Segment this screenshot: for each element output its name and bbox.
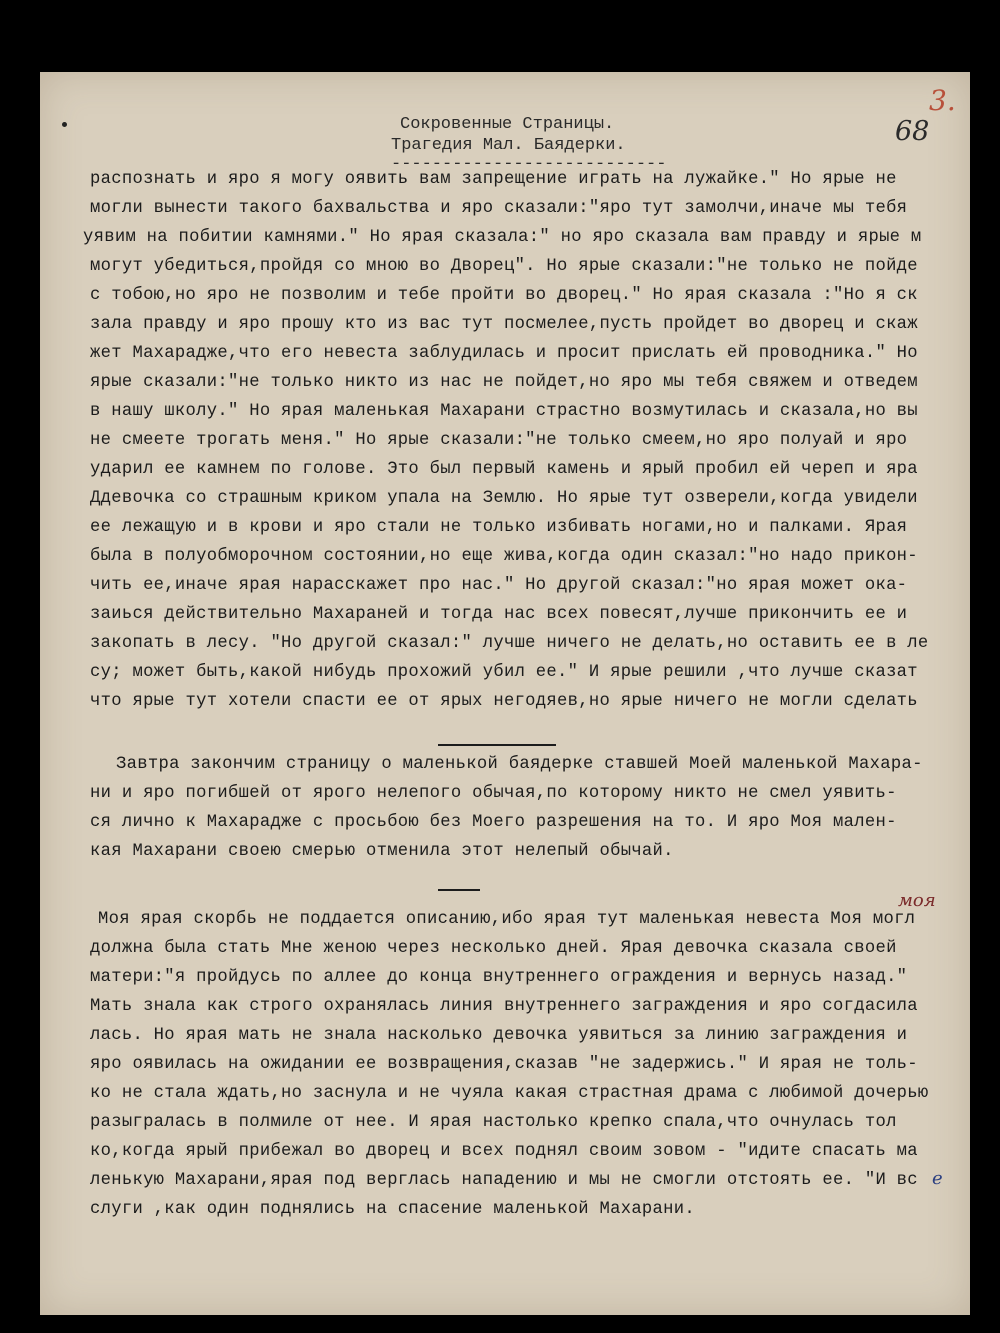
body-line: лась. Но ярая мать не знала насколько девочка уявиться за линию заграждения и [90, 1026, 908, 1045]
body-line: ни и яро погибшей от ярого нелепого обычая,по которому никто не смел уявить- [90, 784, 897, 803]
body-line: ее лежащую и в крови и яро стали не только избивать ногами,но и палками. Ярая [90, 518, 908, 537]
body-line: не смеете трогать меня." Но ярые сказали:"не только смеем,но яро полуай и яро [90, 431, 908, 450]
page-number-red: 3. [929, 84, 956, 117]
body-line: распознать и яро я могу оявить вам запрещение играть на лужайке." Но ярые не [90, 170, 897, 189]
title-line-1: Сокровенные Страницы. [400, 115, 615, 134]
document-page [40, 72, 970, 1315]
title-underline: --------------------------- [391, 155, 667, 174]
body-line: чить ее,иначе ярая нарасскажет про нас." Но другой сказал:"но ярая может ока- [90, 576, 908, 595]
body-line: в нашу школу." Но ярая маленькая Махарани страстно возмутилась и сказала,но вы [90, 402, 918, 421]
body-line: Завтра закончим страницу о маленькой баядерке ставшей Моей маленькой Махара- [116, 755, 923, 774]
body-line: су; может быть,какой нибудь прохожий убил ее." И ярые решили ,что лучше сказат [90, 663, 918, 682]
body-line: ко не стала ждать,но заснула и не чуяла какая страстная драма с любимой дочерью [90, 1084, 929, 1103]
body-line: должна была стать Мне женою через несколько дней. Ярая девочка сказала своей [90, 939, 897, 958]
body-line: уявим на побитии камнями." Но ярая сказала:" но яро сказала вам правду и ярые м [83, 228, 922, 247]
body-line: ярые сказали:"не только никто из нас не пойдет,но яро мы тебя свяжем и отведем [90, 373, 918, 392]
binder-hole-dot [62, 122, 67, 127]
handwritten-correction: е [932, 1168, 943, 1189]
body-line: ся лично к Махарадже с просьбою без Моего разрешения на то. И яро Моя мален- [90, 813, 897, 832]
body-line: Ддевочка со страшным криком упала на Землю. Но ярые тут озверели,когда увидели [90, 489, 918, 508]
body-line: была в полуобморочном состоянии,но еще жива,когда один сказал:"но надо прикон- [90, 547, 918, 566]
body-line: матери:"я пройдусь по аллее до конца внутреннего ограждения и вернусь назад." [90, 968, 908, 987]
body-line: яро оявилась на ожидании ее возвращения,сказав "не задержись." И ярая не толь- [90, 1055, 918, 1074]
body-line: ко,когда ярый прибежал во дворец и всех поднял своим зовом - "идите спасать ма [90, 1142, 918, 1161]
body-line: кая Махарани своею смерью отменила этот нелепый обычай. [90, 842, 674, 861]
body-line: могли вынести такого бахвальства и яро сказали:"яро тут замолчи,иначе мы тебя [90, 199, 908, 218]
body-line: с тобою,но яро не позволим и тебе пройти во дворец." Но ярая сказала :"Но я ск [90, 286, 918, 305]
section-divider [438, 744, 556, 746]
body-line: заиься действительно Махараней и тогда нас всех повесят,лучше прикончить ее и [90, 605, 908, 624]
body-line: Моя ярая скорбь не поддается описанию,ибо ярая тут маленькая невеста Моя могл [98, 910, 916, 929]
section-divider [438, 889, 480, 891]
handwritten-correction: моя [898, 890, 936, 911]
page-number-typed: 68 [895, 116, 930, 147]
body-line: разыгралась в полмиле от нее. И ярая настолько крепко спала,что очнулась тол [90, 1113, 897, 1132]
body-line: ленькую Махарани,ярая под верглась нападению и мы не смогли отстоять ее. "И вс [90, 1171, 918, 1190]
title-line-2: Трагедия Мал. Баядерки. [391, 136, 626, 155]
body-line: могут убедиться,пройдя со мною во Дворец". Но ярые сказали:"не только не пойде [90, 257, 918, 276]
body-line: слуги ,как один поднялись на спасение маленькой Махарани. [90, 1200, 696, 1219]
body-line: зала правду и яро прошу кто из вас тут посмелее,пусть пройдет во дворец и скаж [90, 315, 918, 334]
body-line: ударил ее камнем по голове. Это был первый камень и ярый пробил ей череп и яра [90, 460, 918, 479]
body-line: Мать знала как строго охранялась линия внутреннего заграждения и яро согдасила [90, 997, 918, 1016]
body-line: что ярые тут хотели спасти ее от ярых негодяев,но ярые ничего не могли сделать [90, 692, 918, 711]
body-line: закопать в лесу. "Но другой сказал:" лучше ничего не делать,но оставить ее в ле [90, 634, 929, 653]
body-line: жет Махарадже,что его невеста заблудилась и просит прислать ей проводника." Но [90, 344, 918, 363]
